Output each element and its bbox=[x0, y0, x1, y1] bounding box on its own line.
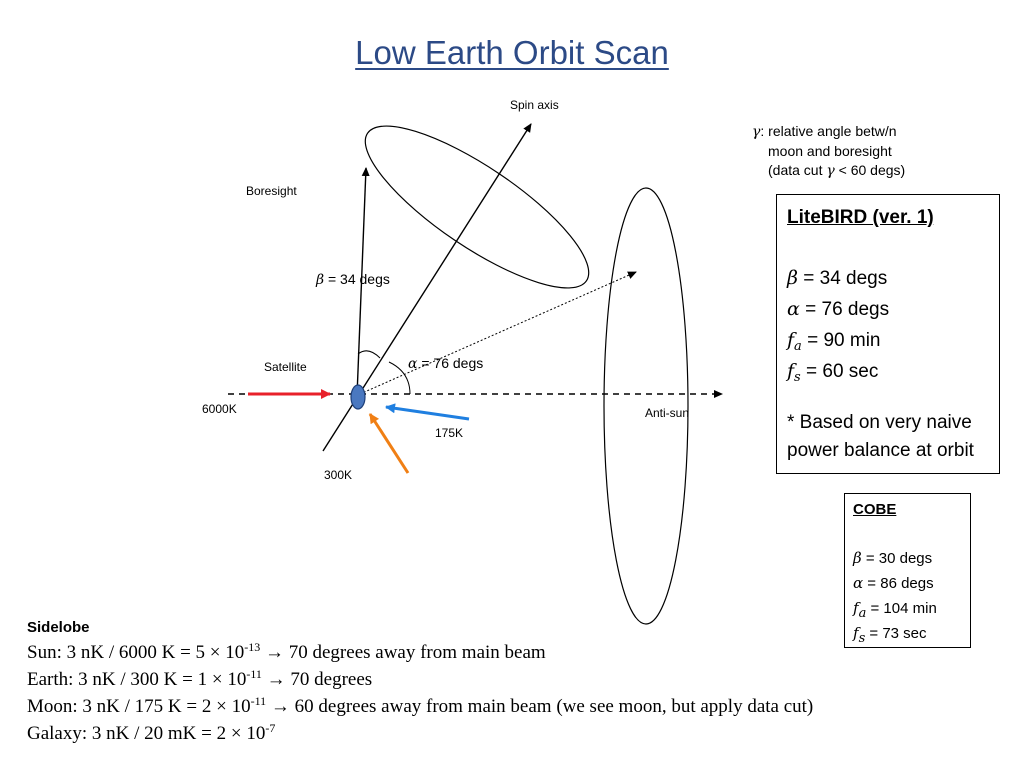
litebird-title: LiteBIRD (ver. 1) bbox=[787, 207, 934, 228]
sidelobe-moon-line: Moon: 3 nK / 175 $K = 2 \times 10^{-11} \to 60$ degrees away from main beam (we see moon, but apply data cut) bbox=[27, 694, 814, 717]
sun-temperature-label: 6000K bbox=[202, 402, 237, 416]
litebird-alpha: α = 76 degs bbox=[787, 298, 890, 320]
beta-angle-arc bbox=[358, 351, 380, 358]
gamma-note-line1: γ: relative angle betw/n bbox=[752, 123, 897, 140]
boresight-label: Boresight bbox=[246, 184, 297, 198]
cobe-beta: β = 30 degs bbox=[853, 549, 933, 567]
cobe-fa: $f_a = 104$ min bbox=[853, 599, 937, 621]
cobe-parameters-box bbox=[844, 493, 971, 648]
litebird-beta: β = 34 degs bbox=[787, 267, 888, 289]
moon-temperature-label: 175K bbox=[435, 426, 464, 440]
beta-symbol: β bbox=[316, 272, 325, 288]
slide-title: Low Earth Orbit Scan bbox=[355, 34, 669, 71]
sidelobe-earth-line: Earth: 3 nK / 300 $K = 1 \times 10^{-11} \to 70$ degrees bbox=[27, 667, 373, 690]
gamma-note-line2: moon and boresight bbox=[768, 143, 892, 159]
gamma-note-line3: (data cut γ < 60 degs) bbox=[768, 162, 906, 179]
litebird-parameters-box bbox=[776, 194, 1000, 474]
beta-angle-label: β = 34 degs bbox=[316, 271, 390, 288]
cobe-alpha: α = 86 degs bbox=[853, 574, 934, 592]
satellite-marker bbox=[351, 385, 365, 409]
earth-temperature-label: 300K bbox=[324, 468, 353, 482]
gamma-note bbox=[752, 122, 905, 181]
litebird-fa: $f_a = 90$ min bbox=[787, 329, 881, 354]
sidelobe-heading: Sidelobe bbox=[27, 619, 90, 636]
alpha-angle-arc bbox=[389, 362, 410, 394]
sidelobe-sun-line: Sun: 3 nK / 6000 $K = 5 \times 10^{-13} \to 70$ degrees away from main beam bbox=[27, 640, 546, 663]
litebird-fs: $f_s = 60$ sec bbox=[787, 360, 879, 385]
alpha-angle-label: α = 76 degs bbox=[408, 355, 484, 372]
cobe-title: COBE bbox=[853, 501, 897, 518]
litebird-note: * Based on very naive power balance at orbit bbox=[787, 412, 974, 461]
alpha-symbol: α bbox=[408, 356, 418, 372]
satellite-label: Satellite bbox=[264, 360, 307, 374]
spin-direction-dotted bbox=[360, 272, 636, 394]
earth-radiation-arrow bbox=[370, 414, 408, 473]
sidelobe-galaxy-line: Galaxy: 3 nK / 20 mK = $2 \times 10^{-7}$ bbox=[27, 721, 276, 744]
moon-radiation-arrow bbox=[386, 407, 469, 419]
cobe-fs: $f_s = 73$ sec bbox=[853, 624, 927, 646]
spin-axis-label: Spin axis bbox=[510, 98, 559, 112]
antisun-label: Anti-sun bbox=[645, 406, 690, 420]
